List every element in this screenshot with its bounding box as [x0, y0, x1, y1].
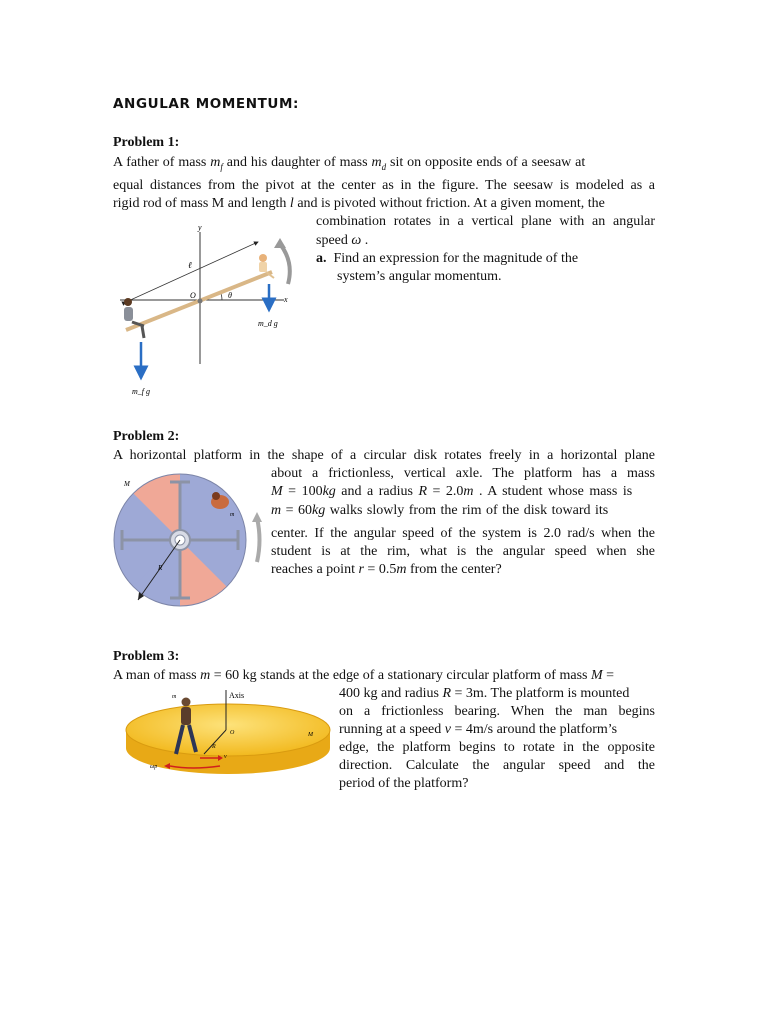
length-label: ℓ — [188, 260, 192, 270]
problem1-question-a: a. Find an expression for the magnitude of the — [316, 251, 579, 266]
pivot — [198, 299, 203, 304]
problem2-title: Problem 2: — [113, 429, 180, 444]
rotation-arrow — [280, 244, 290, 284]
page-heading: ANGULAR MOMENTUM: — [113, 96, 300, 112]
problem2-line-4: m = 60kg walks slowly from the rim of the disk toward its — [271, 503, 609, 518]
problem1-title: Problem 1: — [113, 135, 180, 150]
x-label: x — [284, 295, 288, 304]
platform-mass-label: M — [308, 732, 313, 738]
theta-label: θ — [228, 291, 232, 300]
radius-label: R — [158, 564, 163, 572]
rotating-disk-figure — [112, 472, 267, 614]
problem2-line-6: student is at the rim, what is the angular speed when she — [271, 544, 655, 559]
running-platform-figure — [122, 686, 334, 781]
daughter-weight-label: m_d g — [258, 319, 278, 328]
center-label: O — [230, 730, 235, 736]
velocity-label: v — [224, 754, 227, 760]
problem1-line-1: A father of mass $m_f$ and his daughter of mass $m_d$ sit on opposite ends of a seesaw at — [113, 155, 586, 172]
problem2-line-2: about a frictionless, vertical axle. The platform has a mass — [271, 466, 655, 481]
problem1-line-3: rigid rod of mass M and length l and is pivoted without friction. At a given moment, the — [113, 196, 605, 211]
problem3-line-3: on a frictionless bearing. When the man begins — [339, 704, 655, 719]
man-mass-label: m — [172, 694, 177, 700]
seesaw-figure — [112, 222, 312, 402]
problem3-line-4: running at a speed v = 4m/s around the platform’s — [339, 722, 618, 737]
problem1-line-7: system’s angular momentum. — [337, 269, 502, 284]
problem2-line-5: center. If the angular speed of the system is 2.0 rad/s when the — [271, 526, 655, 541]
axis-label: Axis — [229, 691, 245, 700]
father-weight-label: m_f g — [132, 387, 150, 396]
y-label: y — [198, 223, 202, 232]
problem2-line-7: reaches a point r = 0.5m from the center? — [271, 562, 502, 577]
disk-mass-label: M — [124, 480, 130, 488]
student-mass-label: m — [230, 512, 235, 518]
problem3-line-6: direction. Calculate the angular speed and the — [339, 758, 655, 773]
problem1-line-2: equal distances from the pivot at the center as in the figure. The seesaw is modeled as a — [113, 178, 655, 193]
omega-label: ωp — [150, 764, 158, 770]
problem2-line-3: M = 100kg and a radius R = 2.0m . A student whose mass is — [271, 484, 633, 499]
problem1-line-4: combination rotates in a vertical plane with an angular — [316, 214, 655, 229]
problem3-line-5: edge, the platform begins to rotate in the opposite — [339, 740, 655, 755]
problem2-line-1: A horizontal platform in the shape of a circular disk rotates freely in a horizontal plane — [113, 448, 655, 463]
disk-rotation-arrow — [257, 518, 260, 562]
platform-radius-label: R — [212, 744, 216, 750]
origin-label: O — [190, 291, 196, 300]
platform-top — [126, 704, 330, 756]
problem3-title: Problem 3: — [113, 649, 180, 664]
problem1-line-5: speed ω . — [316, 233, 369, 248]
father-figure — [124, 298, 144, 338]
problem3-line-2: 400 kg and radius R = 3m. The platform is mounted — [339, 686, 630, 701]
problem3-line-7: period of the platform? — [339, 776, 469, 791]
problem3-line-1: A man of mass m = 60 kg stands at the edge of a stationary circular platform of mass M = — [113, 668, 615, 683]
